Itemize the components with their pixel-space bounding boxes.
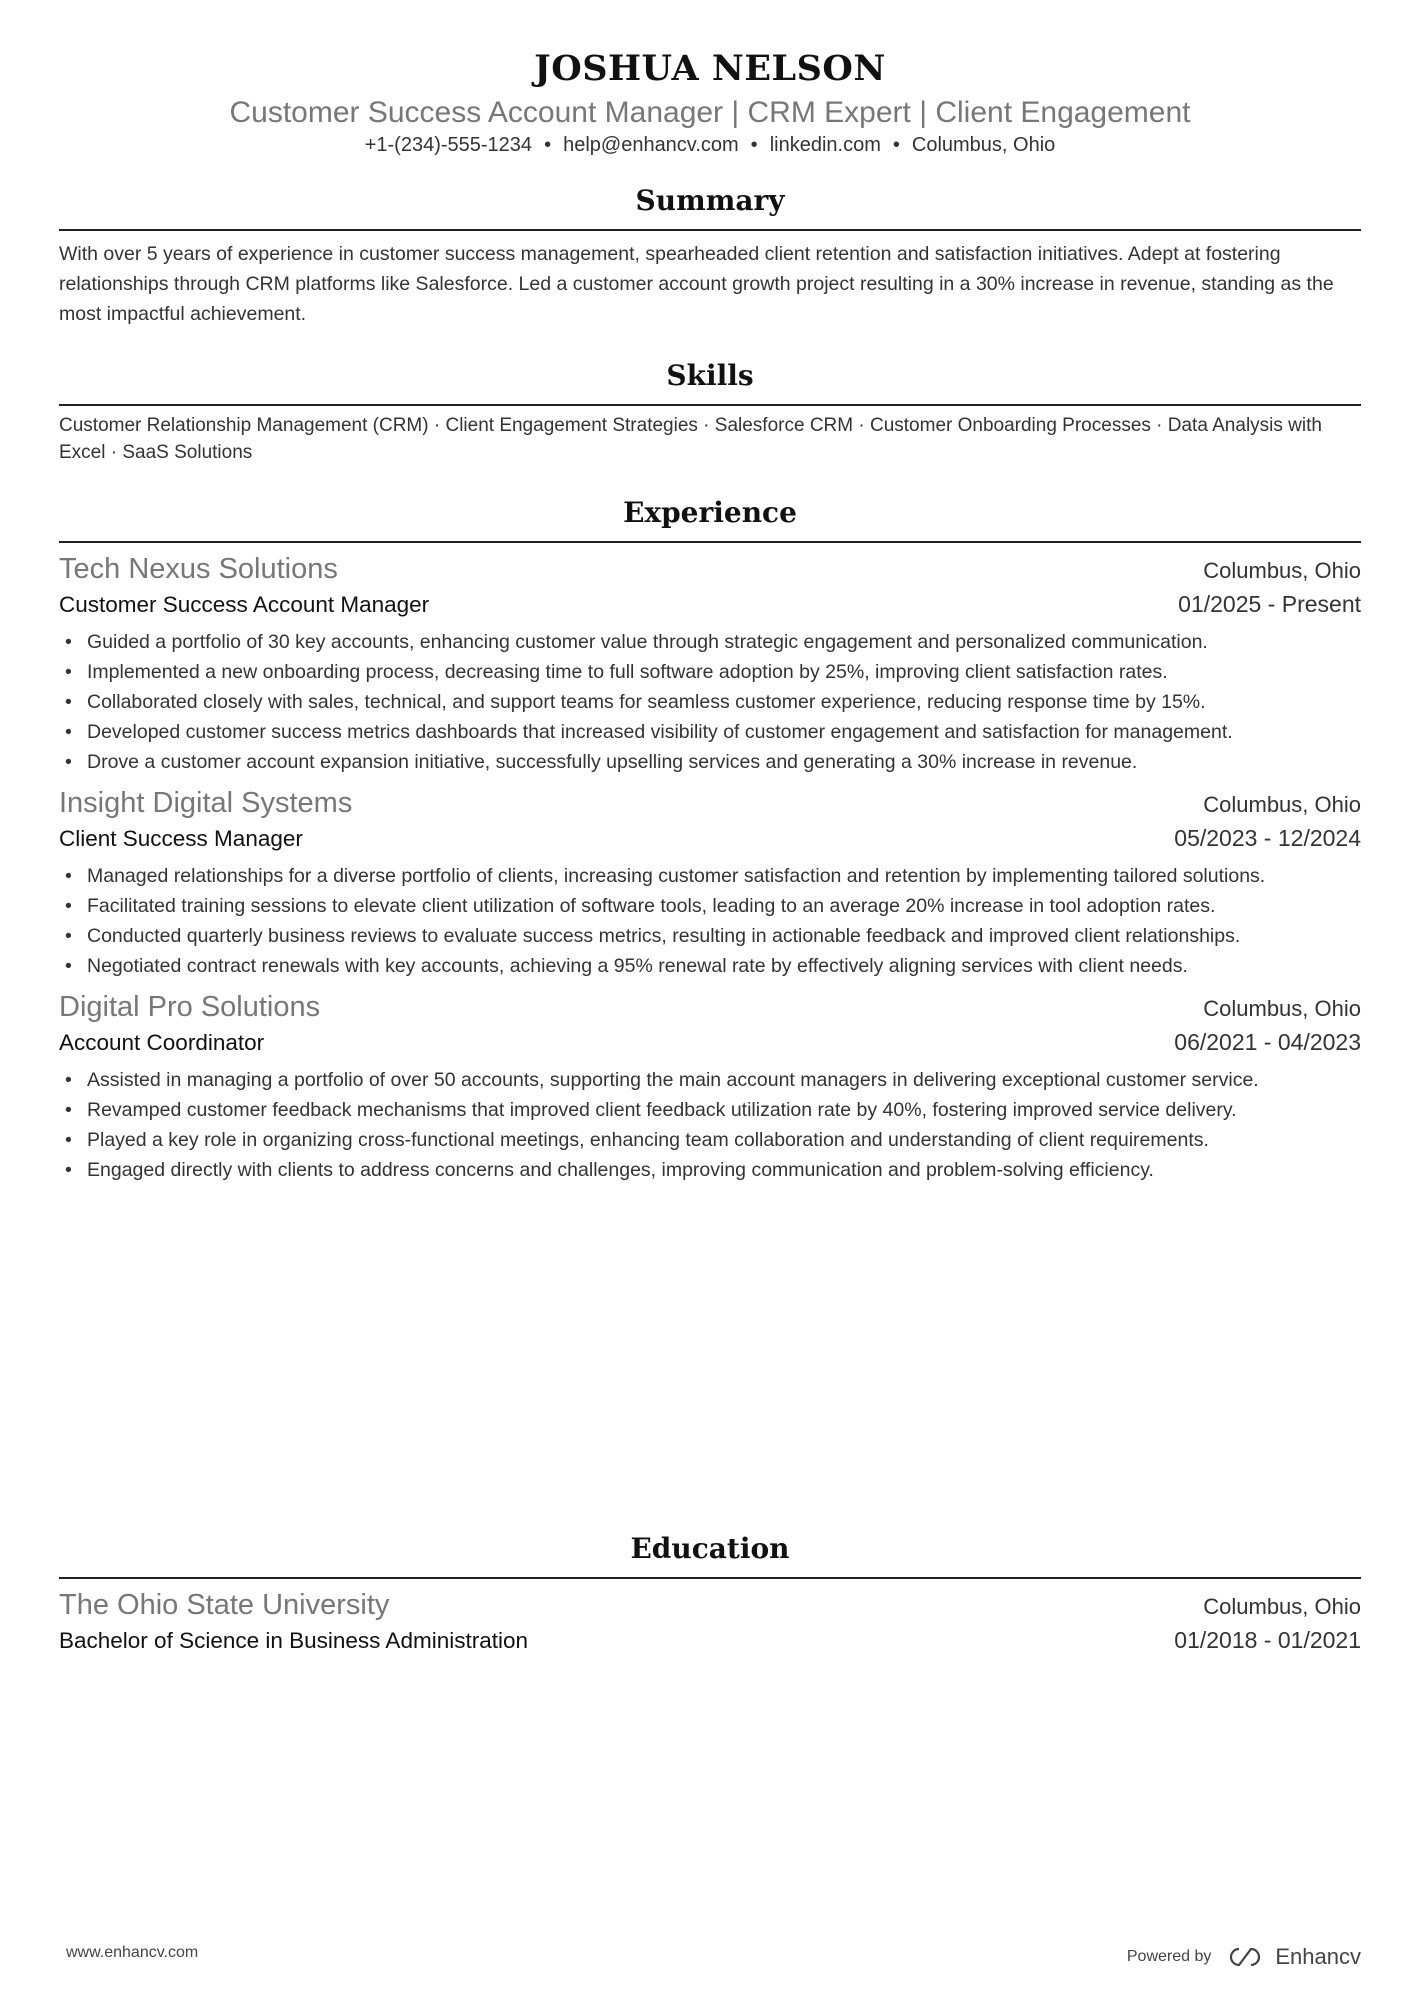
enhancv-logo-icon	[1225, 1945, 1267, 1969]
candidate-name: JOSHUA NELSON	[534, 48, 886, 89]
divider	[59, 1577, 1361, 1579]
footer-powered	[1127, 1944, 1361, 1970]
job-entry	[59, 989, 1361, 1185]
section-heading: Education	[630, 1532, 790, 1565]
bullet-list	[59, 627, 1361, 777]
bullet-item: • Played a key role in organizing cross-functional meetings, enhancing team collaboration and understanding of client requirements.	[59, 1125, 1361, 1155]
email: help@enhancv.com	[563, 134, 739, 156]
bullet-item: • Facilitated training sessions to elevate client utilization of software tools, leading to an average 20% increase in tool adoption rates.	[59, 891, 1361, 921]
bullet-item: • Guided a portfolio of 30 key accounts, enhancing customer value through strategic engagement and personalized communication.	[59, 627, 1361, 657]
job-entry	[59, 551, 1361, 777]
school-location: Columbus, Ohio	[1203, 1594, 1361, 1619]
job-role: Client Success Manager	[59, 826, 303, 851]
job-location: Columbus, Ohio	[1203, 558, 1361, 583]
contact-line: +1-(234)-555-1234 • help@enhancv.com • linkedin.com • Columbus, Ohio	[364, 134, 1056, 156]
job-role: Account Coordinator	[59, 1030, 265, 1055]
skills-text: Customer Relationship Management (CRM) · Client Engagement Strategies · Salesforce CRM · Customer Onboarding Processes · Data Analysis with Excel · SaaS Solutions	[59, 415, 1322, 463]
bullet-item: • Conducted quarterly business reviews to evaluate success metrics, resulting in actionable feedback and improved client relationships.	[59, 921, 1361, 951]
divider	[59, 541, 1361, 543]
job-dates: 05/2023 - 12/2024	[1174, 825, 1361, 851]
divider	[59, 404, 1361, 406]
job-role: Customer Success Account Manager	[59, 592, 430, 617]
job-dates: 06/2021 - 04/2023	[1174, 1029, 1361, 1055]
section-heading: Experience	[623, 496, 797, 529]
summary-text: With over 5 years of experience in customer success management, spearheaded client retention and satisfaction initiatives. Adept at fostering relationships through CRM platforms like Salesforce. Led a customer account growth project resulting in a 30% increase in revenue, standing as the most impactful achievement.	[59, 243, 1334, 325]
bullet-item: • Collaborated closely with sales, technical, and support teams for seamless customer experience, reducing response time by 15%.	[59, 687, 1361, 717]
summary-section	[59, 181, 1361, 329]
company-name: Digital Pro Solutions	[59, 991, 321, 1023]
education-entry	[59, 1587, 1361, 1659]
bullet-item: • Managed relationships for a diverse portfolio of clients, increasing customer satisfaction and retention by implementing tailored solutions.	[59, 861, 1361, 891]
bullet-item: • Implemented a new onboarding process, decreasing time to full software adoption by 25%, improving client satisfaction rates.	[59, 657, 1361, 687]
powered-by-label: Powered by	[1126, 1948, 1212, 1965]
education-section	[59, 1529, 1361, 1659]
bullet-item: • Negotiated contract renewals with key accounts, achieving a 95% renewal rate by effectively aligning services with client needs.	[59, 951, 1361, 981]
section-heading: Skills	[666, 359, 754, 392]
education-dates: 01/2018 - 01/2021	[1174, 1627, 1361, 1653]
company-name: Insight Digital Systems	[59, 787, 353, 819]
job-location: Columbus, Ohio	[1203, 996, 1361, 1021]
bullet-item: • Drove a customer account expansion initiative, successfully upselling services and generating a 30% increase in revenue.	[59, 747, 1361, 777]
skills-section	[59, 356, 1361, 466]
job-location: Columbus, Ohio	[1203, 792, 1361, 817]
experience-section	[59, 493, 1361, 1185]
degree: Bachelor of Science in Business Administration	[59, 1628, 528, 1653]
bullet-item: • Assisted in managing a portfolio of over 50 accounts, supporting the main account managers in delivering exceptional customer service.	[59, 1065, 1361, 1095]
bullet-item: • Engaged directly with clients to address concerns and challenges, improving communication and problem-solving efficiency.	[59, 1155, 1361, 1185]
candidate-title: Customer Success Account Manager | CRM Expert | Client Engagement	[229, 96, 1191, 129]
bullet-item: • Developed customer success metrics dashboards that increased visibility of customer engagement and satisfaction for management.	[59, 717, 1361, 747]
bullet-list	[59, 1065, 1361, 1185]
enhancv-logo	[1225, 1944, 1361, 1970]
job-dates: 01/2025 - Present	[1178, 591, 1361, 617]
company-name: Tech Nexus Solutions	[59, 553, 338, 585]
bullet-list	[59, 861, 1361, 981]
school-name: The Ohio State University	[59, 1589, 390, 1621]
phone: +1-(234)-555-1234	[364, 134, 533, 156]
job-entry	[59, 785, 1361, 981]
section-heading: Summary	[635, 184, 785, 217]
footer-website[interactable]: www.enhancv.com	[66, 1944, 199, 1961]
bullet-item: • Revamped customer feedback mechanisms that improved client feedback utilization rate by 40%, fostering improved service delivery.	[59, 1095, 1361, 1125]
brand-name: Enhancv	[1275, 1944, 1361, 1969]
linkedin: linkedin.com	[769, 134, 881, 156]
location: Columbus, Ohio	[911, 134, 1056, 156]
divider	[59, 229, 1361, 231]
